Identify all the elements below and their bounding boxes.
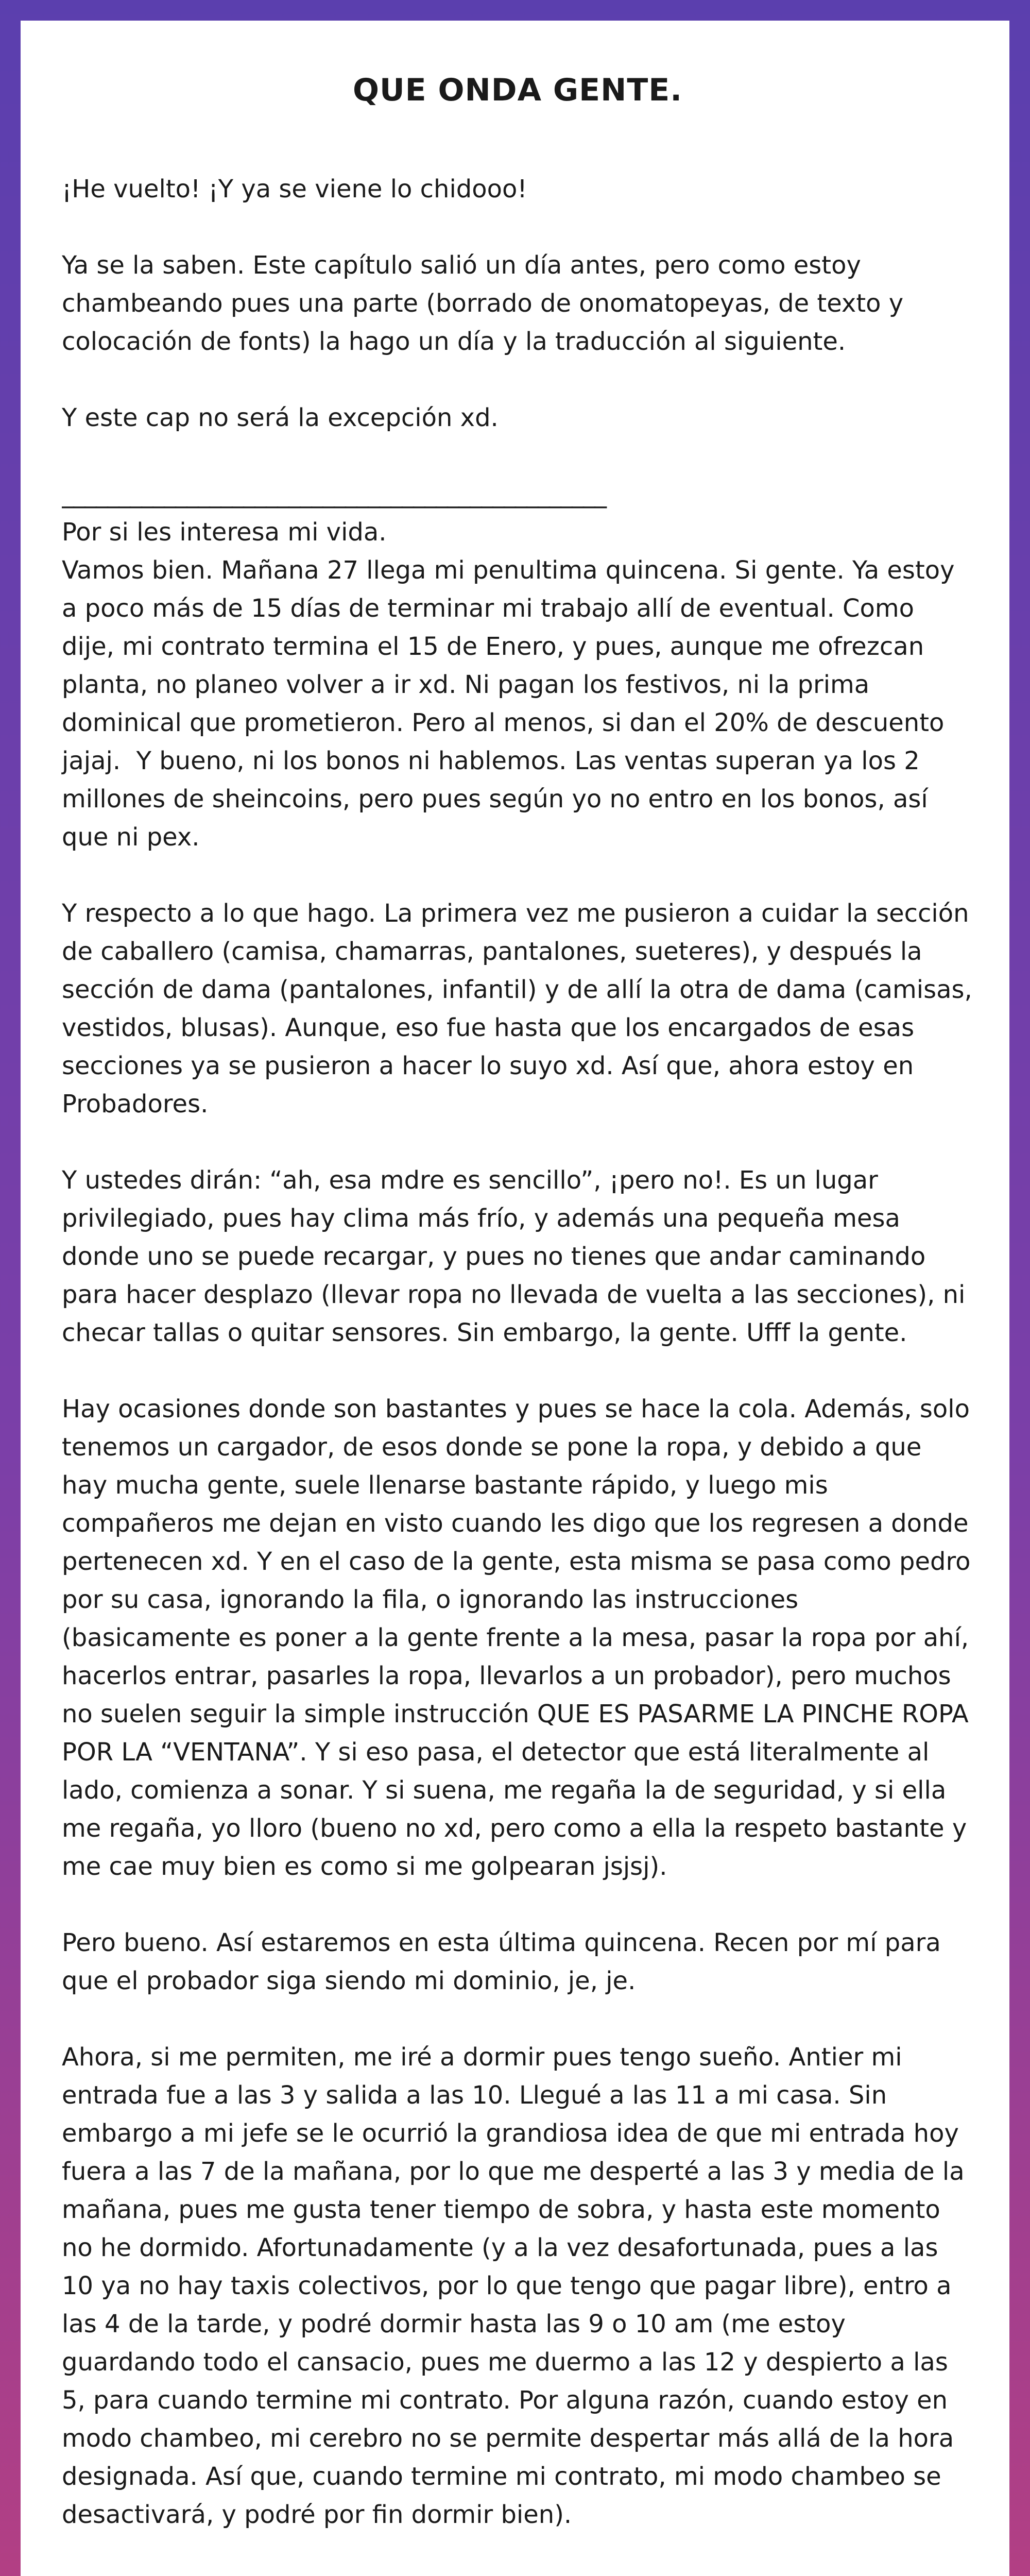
intro-paragraph: ¡He vuelto! ¡Y ya se viene lo chidooo! [62, 175, 527, 204]
life-paragraph: Pero bueno. Así estaremos en esta última quincena. Recen por mí para que el probador siga siendo mi dominio, je, je. [62, 1928, 949, 1995]
life-paragraph: Hay ocasiones donde son bastantes y pues se hace la cola. Además, solo tenemos un cargador, de esos donde se pone la ropa, y debido a que hay mucha gente, suele llenarse bastante rápido, y luego mis compañeros me dejan en visto cuando les digo que los regresen a donde pertenecen xd. Y en el caso de la gente, esta misma se pasa como pedro por su casa, ignorando la fila, o ignorando las instrucciones (basicamente es poner a la gente frente a la mesa, pasar la ropa por ahí, hacerlos entrar, pasarles la ropa, llevarlos a un probador), pero muchos no suelen seguir la simple instrucción QUE ES PASARME LA PINCHE ROPA POR LA “VENTANA”. Y si eso pasa, el detector que está literalmente al lado, comienza a sonar. Y si suena, me regaña la de seguridad, y si ella me regaña, yo lloro (bueno no xd, pero como a ella la respeto bastante y me cae muy bien es como si me golpearan jsjsj). [62, 1395, 978, 1881]
life-paragraph: Y ustedes dirán: “ah, esa mdre es sencillo”, ¡pero no!. Es un lugar privilegiado, pues hay clima más frío, y además una pequeña mesa donde uno se puede recargar, y pues no tienes que andar caminando para hacer desplazo (llevar ropa no llevada de vuelta a las secciones), ni checar tallas o quitar sensores. Sin embargo, la gente. Ufff la gente. [62, 1166, 973, 1347]
life-paragraph [62, 2572, 973, 2576]
life-heading: Por si les interesa mi vida. [62, 518, 387, 547]
intro-paragraph: Y este cap no será la excepción xd. [62, 403, 499, 432]
life-paragraph: Vamos bien. Mañana 27 llega mi penultima quincena. Si gente. Ya estoy a poco más de 15 días de terminar mi trabajo allí de eventual. Como dije, mi contrato termina el 15 de Enero, y pues, aunque me ofrezcan planta, no planeo volver a ir xd. Ni pagan los festivos, ni la prima dominical que prometieron. Pero al menos, si dan el 20% de descuento jajaj. Y bueno, ni los bonos ni hablemos. Las ventas superan ya los 2 millones de sheincoins, pero pues según yo no entro en los bonos, así que ni pex. [62, 556, 963, 852]
page-title: QUE ONDA GENTE. [352, 72, 683, 108]
notes-card [21, 21, 1009, 2576]
life-paragraph: Ahora, si me permiten, me iré a dormir pues tengo sueño. Antier mi entrada fue a las 3 y salida a las 10. Llegué a las 11 a mi casa. Sin embargo a mi jefe se le ocurrió la grandiosa idea de que mi entrada hoy fuera a las 7 de la mañana, por lo que me desperté a las 3 y media de la mañana, pues me gusta tener tiempo de sobra, y hasta este momento no he dormido. Afortunadamente (y a la vez desafortunada, pues a las 10 ya no hay taxis colectivos, por lo que tengo que pagar libre), entro a las 4 de la tarde, y podré dormir hasta las 9 o 10 am (me estoy guardando todo el cansacio, pues me duermo a las 12 y despierto a las 5, para cuando termine mi contrato. Por alguna razón, cuando estoy en modo chambeo, mi cerebro no se permite despertar más allá de la hora designada. Así que, cuando termine mi contrato, mi modo chambeo se desactivará, y podré por fin dormir bien). [62, 2043, 972, 2529]
life-paragraph: Y respecto a lo que hago. La primera vez me pusieron a cuidar la sección de caballero (camisa, chamarras, pantalones, sueteres), y después la sección de dama (pantalones, infantil) y de allí la otra de dama (camisas, vestidos, blusas). Aunque, eso fue hasta que los encargados de esas secciones ya se pusieron a hacer lo suyo xd. Así que, ahora estoy en Probadores. [62, 899, 981, 1118]
section-divider: ________________________________________________ [62, 480, 606, 509]
intro-paragraph: Ya se la saben. Este capítulo salió un día antes, pero como estoy chambeando pues una parte (borrado de onomatopeyas, de texto y colocación de fonts) la hago un día y la traducción al siguiente. [62, 251, 912, 356]
